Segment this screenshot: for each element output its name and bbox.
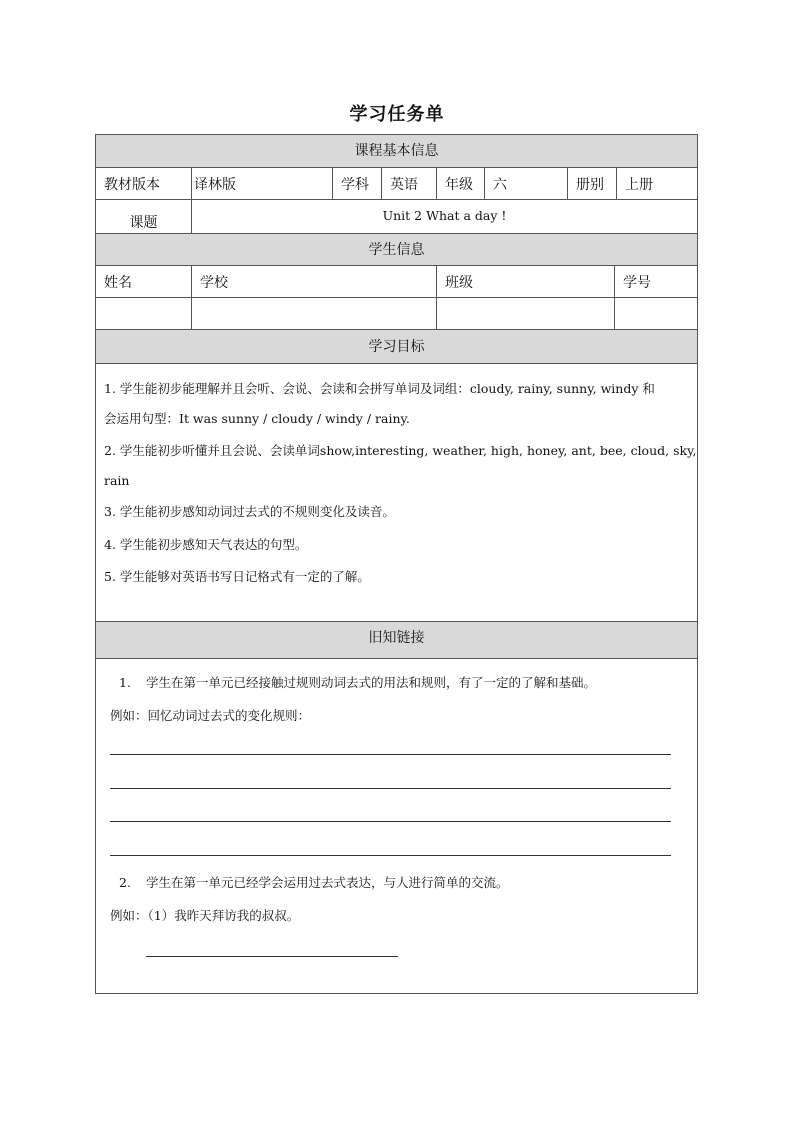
objective-3: 3. 学生能初步感知动词过去式的不规则变化及读音。 [104,504,395,519]
topic-label: 课题 [129,215,158,231]
objective-2-line-2: rain [104,473,130,488]
objectives-content [96,364,697,622]
textbook-value: 译林版 [191,168,332,199]
objective-4: 4. 学生能初步感知天气表达的句型。 [104,537,308,552]
topic-row [96,200,697,234]
student-id-field[interactable] [614,298,697,329]
task-sheet-table [95,134,698,994]
subject-value: 英语 [381,168,436,199]
item-2-number: 2. [119,875,131,890]
class-label: 班级 [436,266,614,297]
volume-value: 上册 [616,168,697,199]
objective-5: 5. 学生能够对英语书写日记格式有一定的了解。 [104,569,370,584]
item-2-text: 学生在第一单元已经学会运用过去式表达，与人进行简单的交流。 [146,875,509,890]
answer-line-1[interactable] [110,754,671,755]
answer-line-2[interactable] [110,788,671,789]
prior-knowledge-header: 旧知链接 [96,622,697,659]
grade-label: 年级 [436,168,484,199]
name-label: 姓名 [104,274,132,291]
volume-label: 册别 [567,168,616,199]
class-field[interactable] [436,298,614,329]
example-2-text: 例如：（1）我昨天拜访我的叔叔。 [110,908,300,923]
prior-knowledge-content [96,659,697,993]
item-1-number: 1. [119,675,131,690]
answer-line-3[interactable] [110,821,671,822]
objective-1-line-2: 会运用句型：It was sunny / cloudy / windy / rainy. [104,411,410,426]
student-id-label: 学号 [614,266,697,297]
name-field[interactable] [96,298,191,329]
topic-value: Unit 2 What a day ! [191,200,697,233]
item-1-text: 学生在第一单元已经接触过规则动词去式的用法和规则，有了一定的了解和基础。 [146,675,597,690]
objectives-header: 学习目标 [96,330,697,364]
objective-1-line-1: 1. 学生能初步能理解并且会听、会说、会读和会拼写单词及词组：cloudy, rainy, sunny, windy 和 [104,381,655,396]
student-info-header: 学生信息 [96,234,697,266]
grade-value: 六 [484,168,567,199]
school-field[interactable] [191,298,436,329]
student-input-row [96,298,697,330]
page-title: 学习任务单 [349,104,445,125]
answer-line-4[interactable] [110,855,671,856]
subject-label: 学科 [332,168,381,199]
textbook-row [96,168,697,200]
objective-2-line-1: 2. 学生能初步听懂并且会说、会读单词show,interesting, weather, high, honey, ant, bee, cloud, sky, [104,443,697,458]
student-labels-row [96,266,697,298]
textbook-label: 教材版本 [104,176,160,193]
school-label: 学校 [191,266,436,297]
course-info-header: 课程基本信息 [96,135,697,168]
example-1-text: 例如：回忆动词过去式的变化规则： [110,708,311,723]
answer-line-5[interactable] [146,956,398,957]
